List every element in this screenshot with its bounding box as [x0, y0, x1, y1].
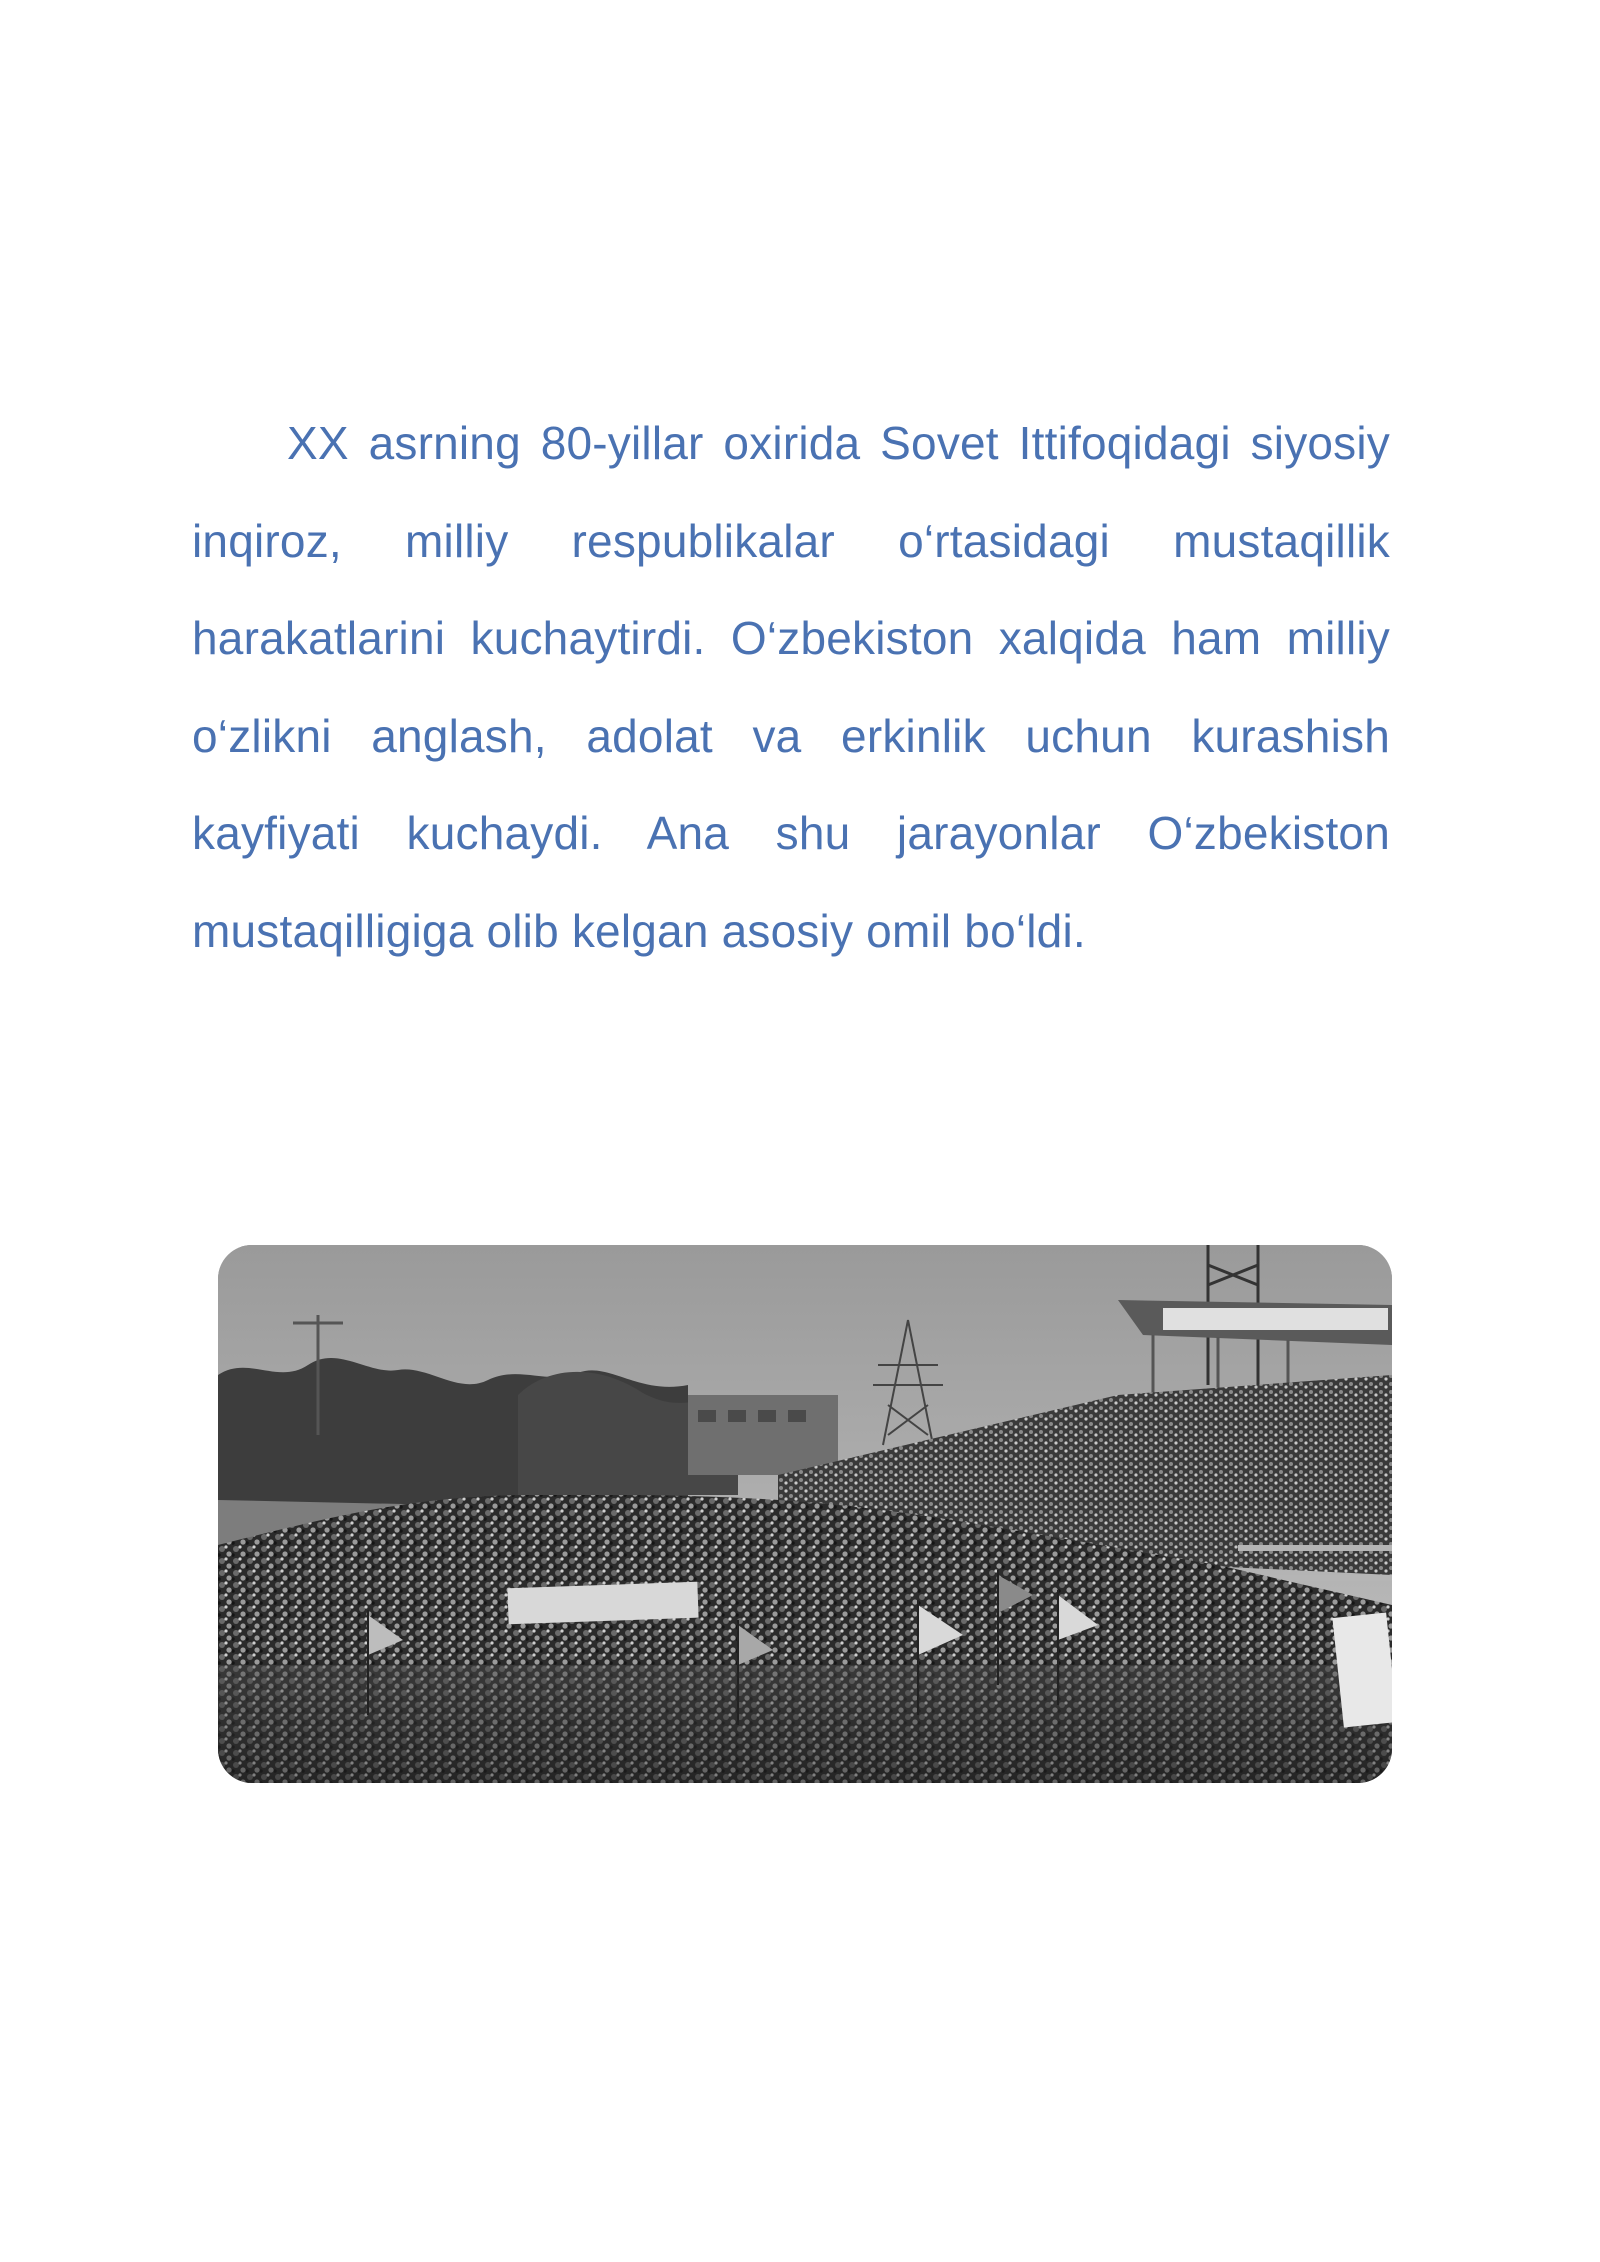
historical-rally-photo — [218, 1245, 1392, 1783]
body-paragraph: XX asrning 80-yillar oxirida Sovet Ittifoqidagi siyosiy inqiroz, milliy respublikalar o‘rtasidagi mustaqillik harakatlarini kuchaytirdi. O‘zbekiston xalqida ham milliy o‘zlikni anglash, adolat va erkinlik uchun kurashish kayfiyati kuchaydi. Ana shu jarayonlar O‘zbekiston mustaqilligiga olib kelgan asosiy omil bo‘ldi. — [192, 417, 1390, 957]
